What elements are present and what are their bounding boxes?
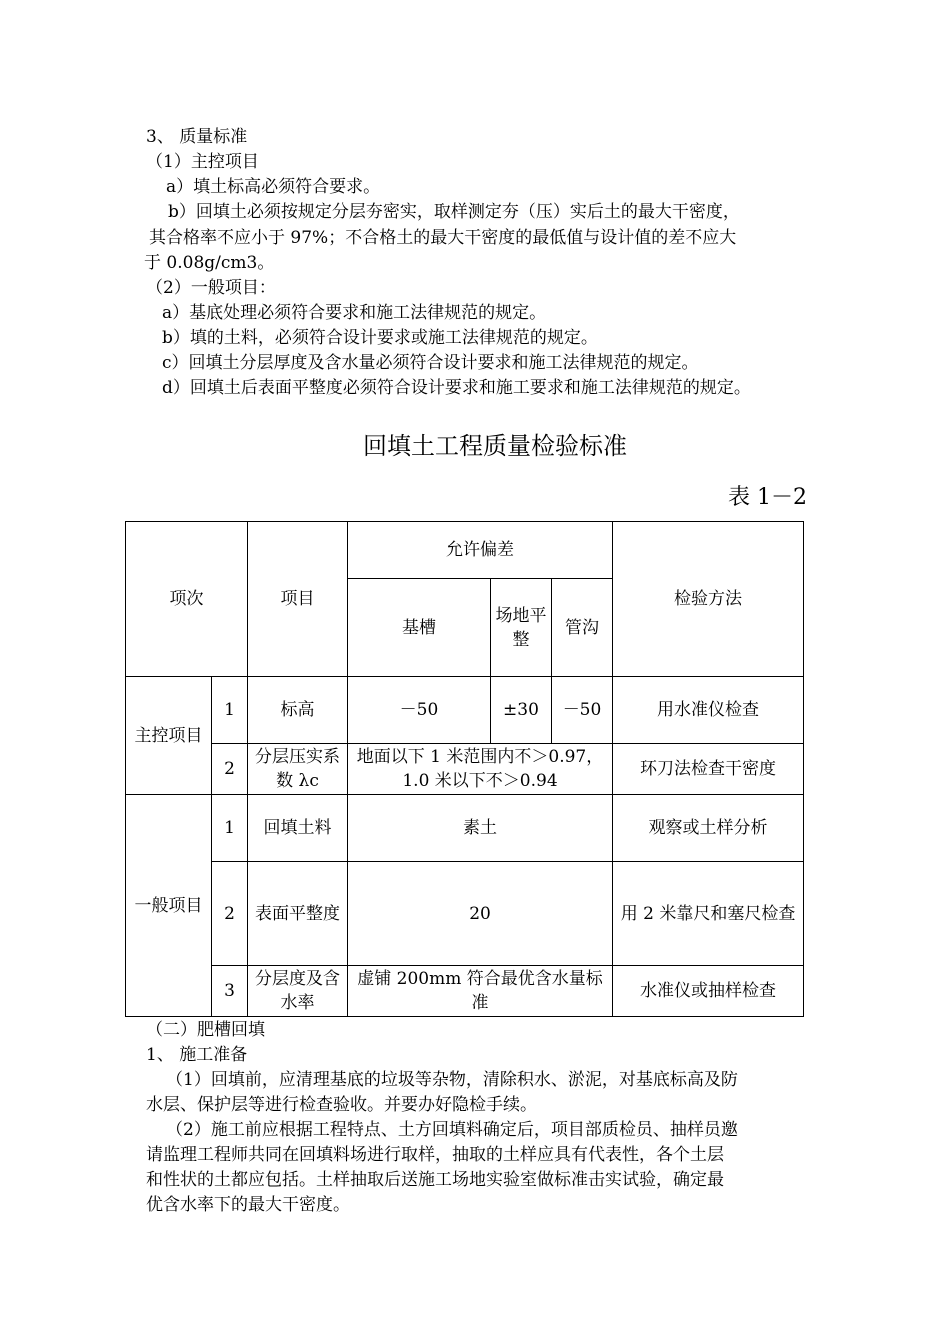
- row-tolerance-value: 20: [348, 862, 613, 966]
- table-number: 表 1－2: [728, 485, 807, 510]
- row-tolerance-value: 地面以下 1 米范围内不＞0.97，1.0 米以下不＞0.94: [348, 744, 613, 795]
- prep-paragraph2-line3: 和性状的土都应包括。土样抽取后送施工场地实验室做标准击实试验，确定最: [146, 1170, 724, 1190]
- row-pipe-value: －50: [552, 677, 613, 744]
- section-heading-quality-standard: 3、 质量标准: [146, 127, 248, 147]
- row-item: 标高: [248, 677, 348, 744]
- row-site-value: ±30: [491, 677, 552, 744]
- header-pipe-ditch: 管沟: [552, 579, 613, 677]
- row-item: 分层度及含水率: [248, 966, 348, 1017]
- row-item: 回填土料: [248, 795, 348, 862]
- main-control-item-b-line3: 于 0.08g/cm3。: [144, 253, 275, 273]
- main-control-item-b-line2: 其合格率不应小于 97%；不合格土的最大干密度的最低值与设计值的差不应大: [149, 228, 737, 248]
- main-control-item-b-line1: b）回填土必须按规定分层夯密实，取样测定夯（压）实后土的最大干密度，: [168, 202, 740, 222]
- header-trench: 基槽: [348, 579, 491, 677]
- row-method: 用水准仪检查: [613, 677, 804, 744]
- general-item-a: a）基底处理必须符合要求和施工法律规范的规定。: [162, 303, 547, 323]
- row-item: 分层压实系数 λc: [248, 744, 348, 795]
- general-items-heading: （2）一般项目：: [146, 278, 276, 298]
- table-row: [126, 862, 804, 966]
- header-method: 检验方法: [613, 522, 804, 677]
- row-no: 2: [212, 744, 248, 795]
- table-row: [126, 966, 804, 1017]
- construction-prep-heading: 1、 施工准备: [146, 1045, 248, 1065]
- row-no: 1: [212, 795, 248, 862]
- header-seq: 项次: [126, 522, 248, 677]
- general-item-d: d）回填土后表面平整度必须符合设计要求和施工要求和施工法律规范的规定。: [162, 378, 751, 398]
- section-backfill-heading: （二）肥槽回填: [146, 1020, 265, 1040]
- prep-paragraph2-line1: （2）施工前应根据工程特点、土方回填料确定后，项目部质检员、抽样员邀: [166, 1120, 738, 1140]
- row-method: 用 2 米靠尺和塞尺检查: [613, 862, 804, 966]
- table-row: [126, 677, 804, 744]
- row-tolerance-value: 虚铺 200mm 符合最优含水量标准: [348, 966, 613, 1017]
- group-main-control: 主控项目: [126, 677, 212, 795]
- table-title: 回填土工程质量检验标准: [363, 432, 627, 460]
- row-no: 1: [212, 677, 248, 744]
- header-tolerance: 允许偏差: [348, 522, 613, 579]
- general-item-b: b）填的土料，必须符合设计要求或施工法律规范的规定。: [162, 328, 598, 348]
- main-control-item-a: a）填土标高必须符合要求。: [166, 177, 381, 197]
- header-site-level: 场地平整: [491, 579, 552, 677]
- group-general: 一般项目: [126, 795, 212, 1017]
- row-no: 3: [212, 966, 248, 1017]
- row-method: 水准仪或抽样检查: [613, 966, 804, 1017]
- row-no: 2: [212, 862, 248, 966]
- prep-paragraph2-line2: 请监理工程师共同在回填料场进行取样，抽取的土样应具有代表性，各个土层: [146, 1145, 724, 1165]
- table-row: [126, 795, 804, 862]
- row-method: 观察或土样分析: [613, 795, 804, 862]
- header-item: 项目: [248, 522, 348, 677]
- row-method: 环刀法检查干密度: [613, 744, 804, 795]
- row-trench-value: －50: [348, 677, 491, 744]
- table-row: [126, 744, 804, 795]
- prep-paragraph1-line2: 水层、保护层等进行检查验收。并要办好隐检手续。: [146, 1095, 537, 1115]
- row-item: 表面平整度: [248, 862, 348, 966]
- prep-paragraph1-line1: （1）回填前，应清理基底的垃圾等杂物，清除积水、淤泥，对基底标高及防: [166, 1070, 738, 1090]
- row-tolerance-value: 素土: [348, 795, 613, 862]
- quality-inspection-table: [125, 521, 804, 1017]
- general-item-c: c）回填土分层厚度及含水量必须符合设计要求和施工法律规范的规定。: [162, 353, 699, 373]
- main-control-heading: （1）主控项目: [146, 152, 259, 172]
- prep-paragraph2-line4: 优含水率下的最大干密度。: [146, 1195, 350, 1215]
